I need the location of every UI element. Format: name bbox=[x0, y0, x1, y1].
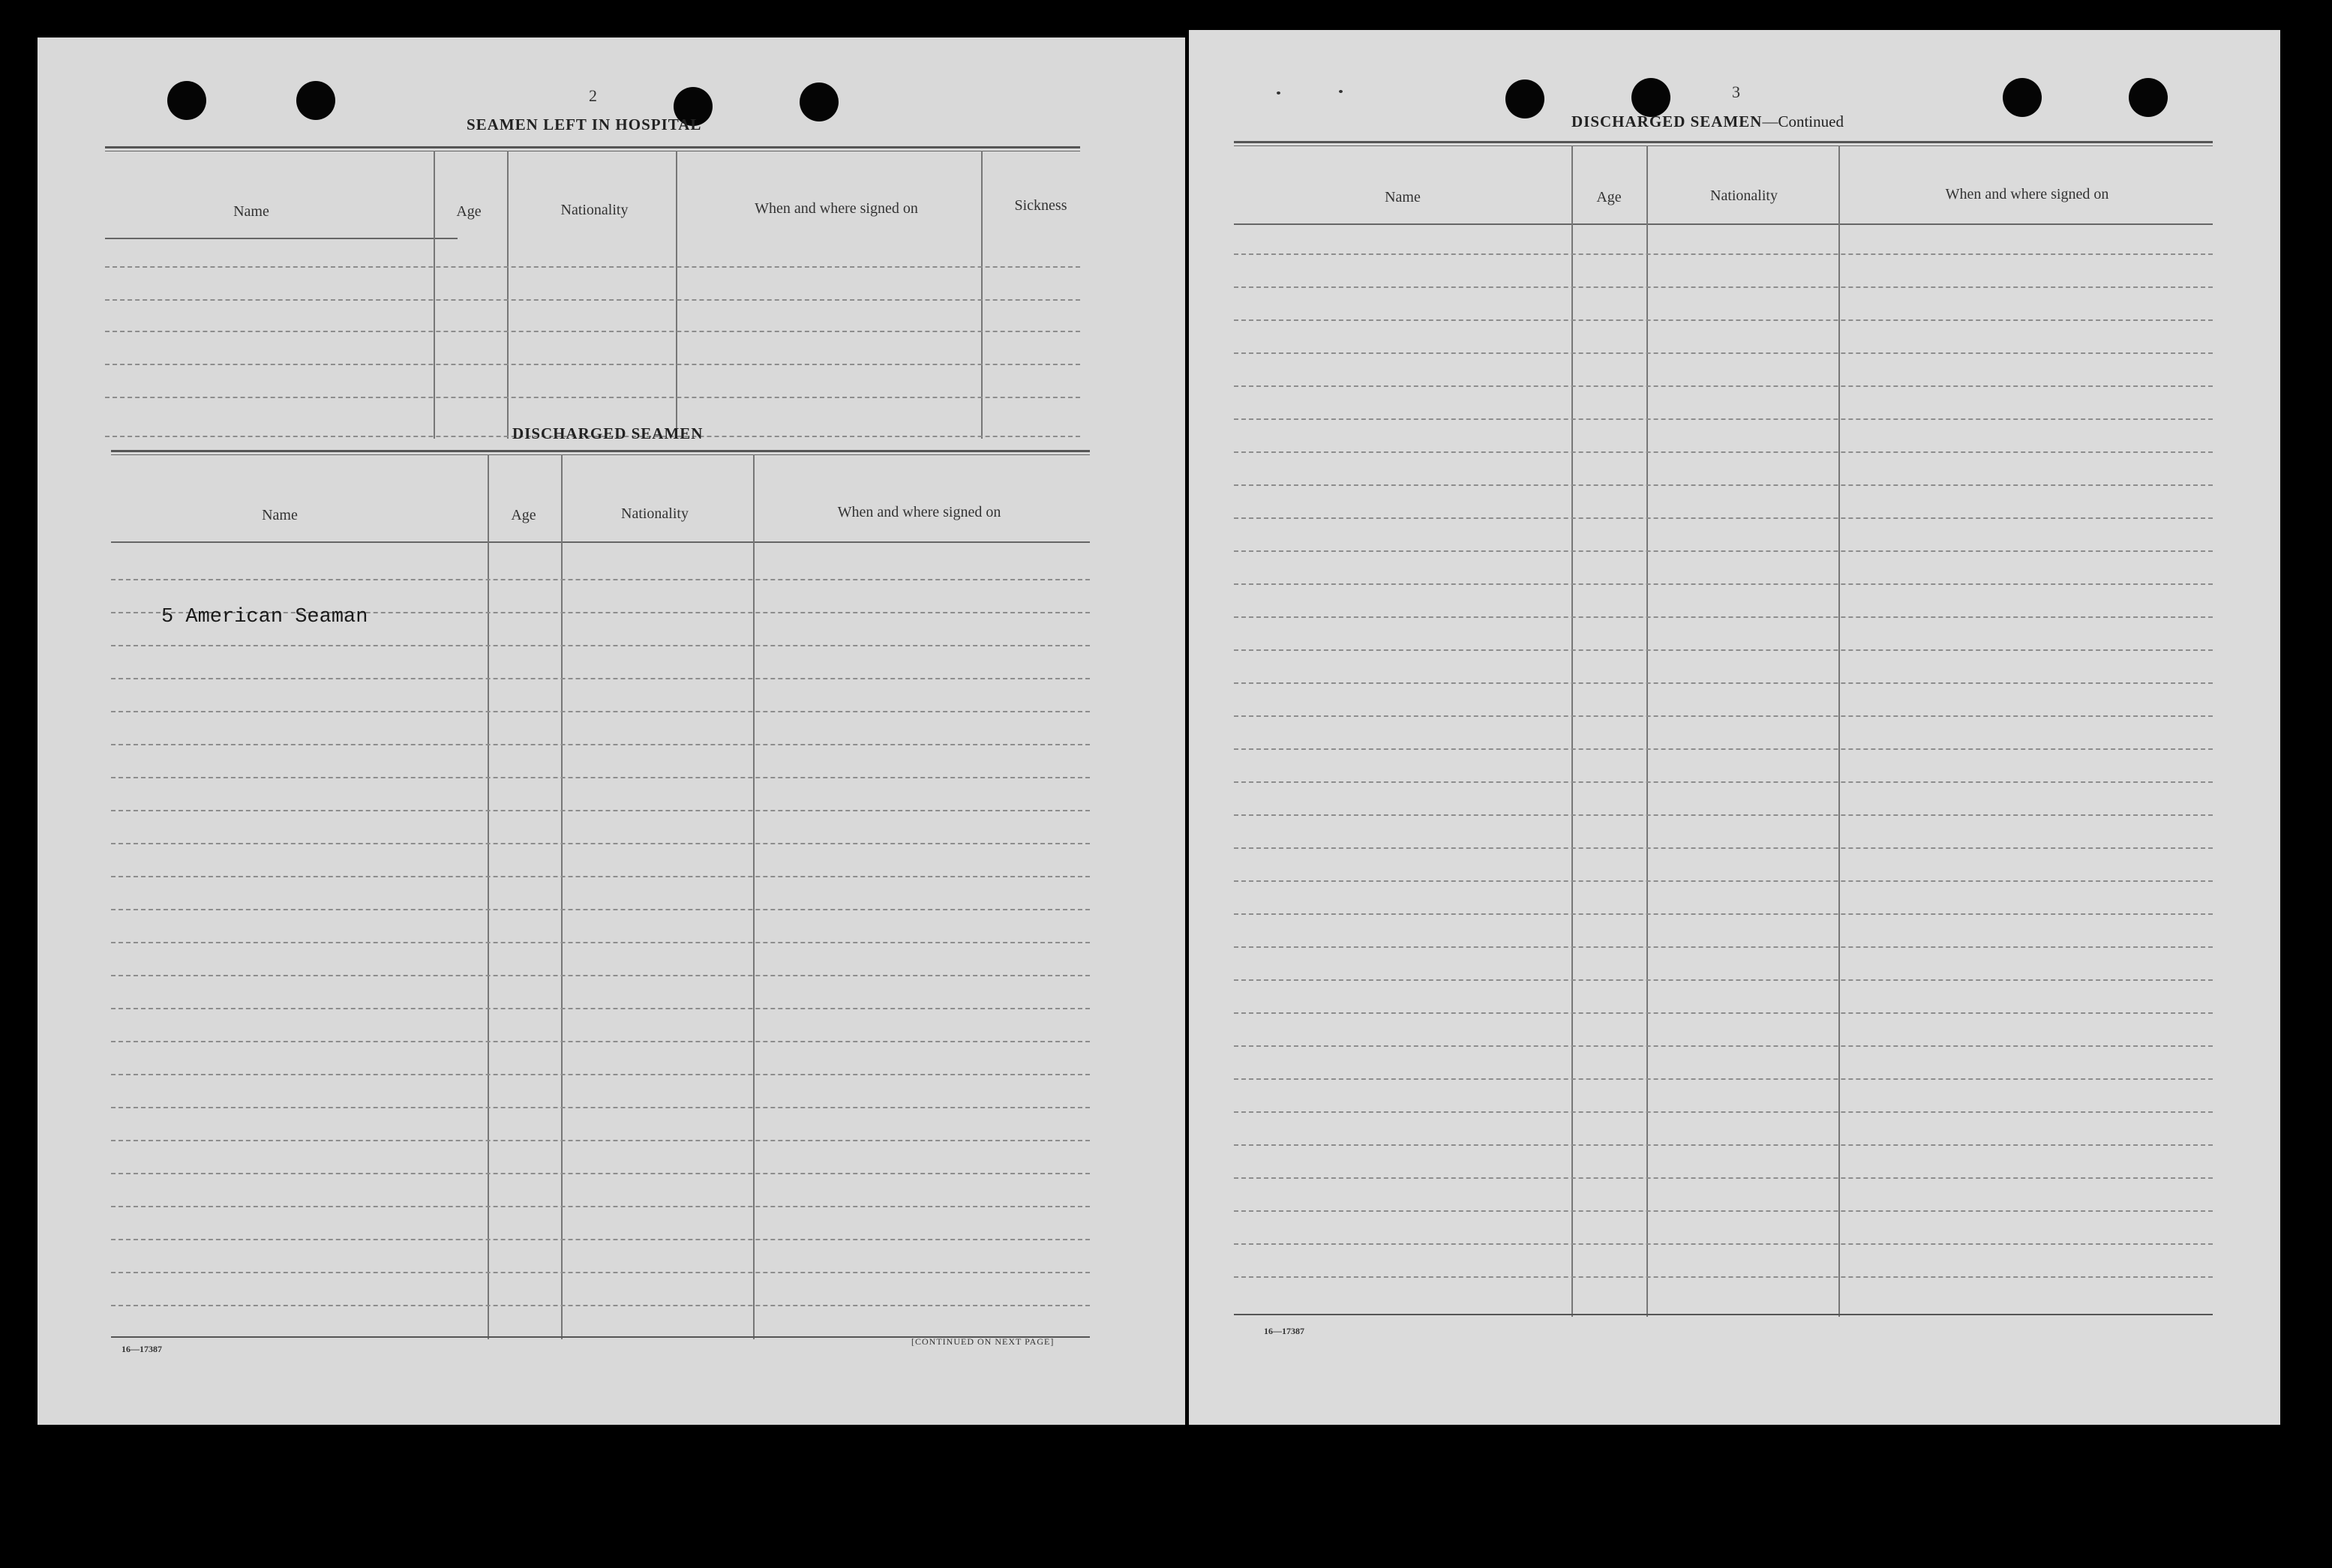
column-header-when-where: When and where signed on bbox=[1945, 186, 2109, 202]
punch-hole bbox=[1505, 79, 1544, 118]
punch-hole bbox=[167, 81, 206, 120]
column-header-when-where: When and where signed on bbox=[837, 504, 1001, 520]
discharged-continued-title bbox=[1571, 112, 1844, 131]
section-title-suffix: —Continued bbox=[1762, 112, 1844, 130]
discharged-table bbox=[111, 450, 1090, 1339]
column-header-age: Age bbox=[1596, 189, 1622, 205]
page-number: 2 bbox=[589, 86, 597, 105]
continued-note: [CONTINUED ON NEXT PAGE] bbox=[911, 1336, 1055, 1347]
discharged-continued-table bbox=[1234, 141, 2213, 1318]
ink-speck bbox=[1339, 90, 1343, 93]
hospital-section-title: SEAMEN LEFT IN HOSPITAL bbox=[467, 115, 702, 133]
column-header-name: Name bbox=[233, 203, 269, 220]
column-header-name: Name bbox=[262, 507, 298, 523]
column-header-nationality: Nationality bbox=[1710, 187, 1778, 204]
column-header-when-where: When and where signed on bbox=[755, 200, 918, 217]
punch-hole bbox=[296, 81, 335, 120]
punch-hole bbox=[2003, 78, 2042, 117]
column-header-nationality: Nationality bbox=[621, 505, 689, 522]
column-header-age: Age bbox=[456, 203, 482, 220]
column-header-name: Name bbox=[1385, 189, 1421, 205]
punch-hole bbox=[2129, 78, 2168, 117]
column-header-sickness: Sickness bbox=[1014, 197, 1067, 214]
form-code: 16—17387 bbox=[122, 1344, 162, 1354]
left-page bbox=[38, 37, 1185, 1425]
discharged-section-title: DISCHARGED SEAMEN bbox=[512, 424, 704, 442]
form-code: 16—17387 bbox=[1264, 1326, 1304, 1336]
hospital-table bbox=[105, 146, 1080, 439]
right-page bbox=[1189, 30, 2280, 1425]
page-number: 3 bbox=[1732, 82, 1740, 101]
punch-hole bbox=[800, 82, 839, 121]
typed-entry: 5 American Seaman bbox=[161, 606, 368, 628]
section-title-main: DISCHARGED SEAMEN bbox=[1571, 112, 1763, 130]
column-header-nationality: Nationality bbox=[560, 202, 629, 218]
ink-speck bbox=[1277, 91, 1280, 94]
column-header-age: Age bbox=[511, 507, 536, 523]
punch-hole bbox=[1631, 78, 1670, 117]
